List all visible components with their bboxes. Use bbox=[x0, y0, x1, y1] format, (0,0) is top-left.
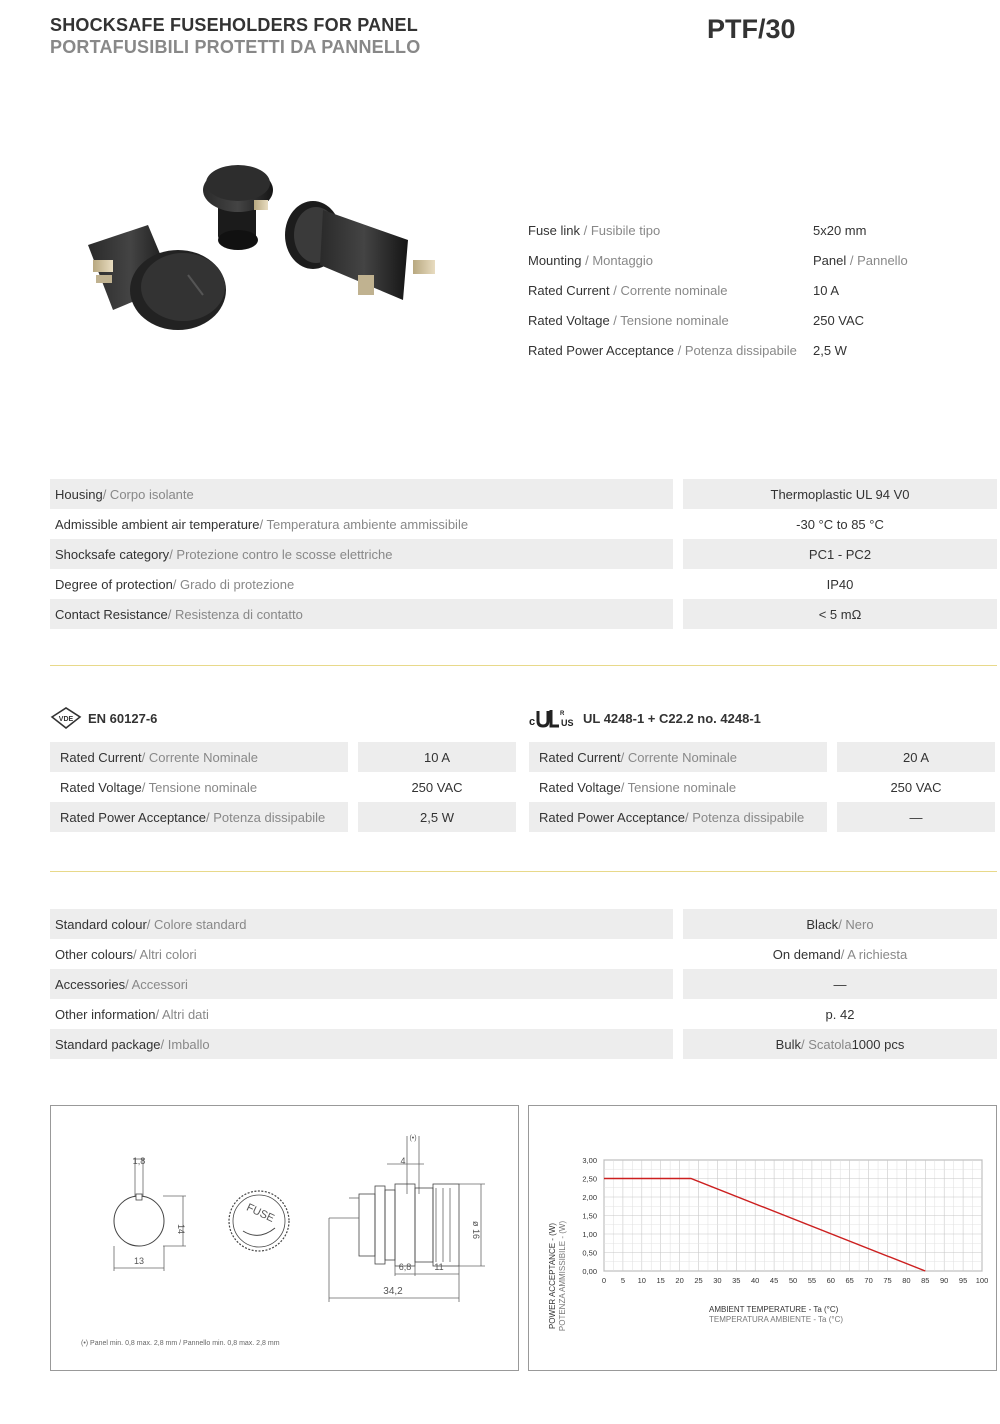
label-it: / Altri dati bbox=[155, 1006, 209, 1022]
label-en: Standard colour bbox=[55, 916, 147, 932]
table-row bbox=[50, 1029, 997, 1059]
cert-value: 250 VAC bbox=[411, 779, 463, 795]
cert-label bbox=[50, 802, 348, 832]
spec-row bbox=[528, 305, 908, 335]
chart-x-tick: 65 bbox=[845, 1276, 854, 1285]
svg-text:VDE: VDE bbox=[58, 716, 74, 723]
side-view-drawing bbox=[329, 1135, 485, 1302]
panel-cutout-drawing bbox=[114, 1156, 186, 1271]
chart-x-tick: 15 bbox=[656, 1276, 665, 1285]
value-it: / Scatola bbox=[800, 1036, 852, 1052]
chart-x-tick: 85 bbox=[921, 1276, 930, 1285]
chart-x-tick: 5 bbox=[620, 1276, 625, 1285]
chart-x-tick: 80 bbox=[902, 1276, 911, 1285]
spec-label-en: Rated Voltage bbox=[528, 312, 610, 328]
spec-value bbox=[813, 313, 864, 328]
spec-value bbox=[813, 283, 839, 298]
label-en: Rated Power Acceptance bbox=[539, 809, 685, 825]
spec-value-en: 10 A bbox=[813, 282, 840, 298]
title-it: PORTAFUSIBILI PROTETTI DA PANNELLO bbox=[50, 37, 421, 57]
general-table bbox=[50, 479, 997, 629]
spec-value-it: / Pannello bbox=[846, 252, 908, 268]
chart-y-tick: 2,50 bbox=[582, 1174, 597, 1184]
label-it: / Resistenza di contatto bbox=[167, 606, 303, 622]
chart-x-tick: 95 bbox=[958, 1276, 968, 1285]
chart-y-tick: 1,50 bbox=[582, 1211, 597, 1221]
chart-x-tick: 25 bbox=[694, 1276, 703, 1285]
spec-label-it: / Tensione nominale bbox=[609, 312, 729, 328]
spec-value-en: 5x20 mm bbox=[813, 222, 867, 238]
value-tail: 1000 pcs bbox=[851, 1036, 905, 1052]
title-en: SHOCKSAFE FUSEHOLDERS FOR PANEL bbox=[50, 15, 418, 35]
value-it: / Nero bbox=[838, 916, 874, 932]
label-en: Accessories bbox=[55, 976, 126, 992]
label-en: Shocksafe category bbox=[55, 546, 170, 562]
chart-x-tick: 35 bbox=[732, 1276, 741, 1285]
table-label bbox=[50, 969, 673, 999]
label-it: / Tensione nominale bbox=[620, 779, 737, 795]
spec-label-it: / Corrente nominale bbox=[609, 282, 728, 298]
dim-34-2: 34,2 bbox=[383, 1286, 403, 1297]
table-row bbox=[50, 509, 997, 539]
label-en: Rated Voltage bbox=[60, 779, 142, 795]
misc-table bbox=[50, 909, 997, 1059]
dim-4: 4 bbox=[400, 1156, 406, 1166]
value-en: PC1 - PC2 bbox=[808, 546, 872, 562]
spec-label-it: / Fusibile tipo bbox=[580, 222, 661, 238]
table-row bbox=[50, 569, 997, 599]
chart-x-tick: 45 bbox=[769, 1276, 779, 1285]
cert-row bbox=[50, 742, 516, 772]
table-value bbox=[683, 479, 997, 509]
svg-text:US: US bbox=[561, 718, 574, 728]
table-label bbox=[50, 1029, 673, 1059]
spec-value bbox=[813, 253, 908, 268]
table-row bbox=[50, 999, 997, 1029]
label-it: / Tensione nominale bbox=[141, 779, 258, 795]
cert-row bbox=[529, 802, 995, 832]
table-row bbox=[50, 909, 997, 939]
spec-label-en: Mounting bbox=[528, 252, 582, 268]
spec-label-en: Rated Current bbox=[528, 282, 610, 298]
dim-6-8: 6,8 bbox=[398, 1262, 412, 1272]
label-en: Degree of protection bbox=[55, 576, 173, 592]
cert-ul bbox=[529, 700, 995, 832]
fuse-text: FUSE bbox=[244, 1201, 277, 1225]
value-en: Thermoplastic UL 94 V0 bbox=[770, 486, 910, 502]
table-value bbox=[683, 599, 997, 629]
label-en: Rated Current bbox=[539, 749, 621, 765]
cert-label bbox=[529, 802, 827, 832]
cert-label bbox=[529, 772, 827, 802]
label-en: Other information bbox=[55, 1006, 156, 1022]
label-en: Admissible ambient air temperature bbox=[55, 516, 260, 532]
cert-label bbox=[529, 742, 827, 772]
spec-label bbox=[528, 313, 813, 328]
label-it: / Temperatura ambiente ammissibile bbox=[259, 516, 469, 532]
chart-x-tick: 40 bbox=[751, 1276, 760, 1285]
fuseholder-left-icon bbox=[88, 225, 226, 330]
chart-x-tick: 20 bbox=[675, 1276, 684, 1285]
table-value bbox=[683, 939, 997, 969]
chart-x-tick: 10 bbox=[637, 1276, 646, 1285]
vde-logo-icon bbox=[50, 707, 82, 729]
spec-value-en: 250 VAC bbox=[813, 312, 865, 328]
dim-14: 14 bbox=[176, 1224, 186, 1235]
table-label bbox=[50, 999, 673, 1029]
page-title bbox=[50, 14, 420, 58]
table-row bbox=[50, 599, 997, 629]
table-label bbox=[50, 599, 673, 629]
chart-y-tick: 1,00 bbox=[582, 1230, 597, 1239]
table-label bbox=[50, 569, 673, 599]
table-value bbox=[683, 1029, 997, 1059]
table-label bbox=[50, 509, 673, 539]
spec-label bbox=[528, 283, 813, 298]
label-it: / Corrente Nominale bbox=[141, 749, 258, 765]
svg-text:R: R bbox=[560, 711, 565, 717]
cert-row bbox=[50, 802, 516, 832]
value-en: — bbox=[833, 976, 847, 992]
cap-front-drawing bbox=[229, 1191, 289, 1251]
cert-vde bbox=[50, 700, 516, 832]
spec-label bbox=[528, 343, 813, 358]
cert-row bbox=[50, 772, 516, 802]
chart-x-tick: 75 bbox=[883, 1276, 892, 1285]
chart-x-tick: 100 bbox=[975, 1276, 989, 1285]
technical-drawing bbox=[50, 1105, 519, 1371]
cert-vde-standard: EN 60127-6 bbox=[88, 710, 158, 726]
value-en: p. 42 bbox=[825, 1006, 855, 1022]
dim-11: 11 bbox=[434, 1262, 444, 1272]
table-label bbox=[50, 909, 673, 939]
cert-value: — bbox=[837, 802, 995, 832]
spec-label-it: / Potenza dissipabile bbox=[673, 342, 797, 358]
chart-x-tick: 55 bbox=[807, 1276, 817, 1285]
table-row bbox=[50, 539, 997, 569]
model-code: PTF/30 bbox=[707, 14, 796, 44]
table-value bbox=[683, 509, 997, 539]
value-en: Bulk bbox=[775, 1036, 801, 1052]
chart-x-tick: 60 bbox=[826, 1276, 835, 1285]
chart-x-tick: 90 bbox=[940, 1276, 949, 1285]
cert-value: 250 VAC bbox=[890, 779, 942, 795]
chart-y-tick: 2,00 bbox=[582, 1193, 597, 1202]
label-it: / Grado di protezione bbox=[172, 576, 295, 592]
cert-label bbox=[50, 772, 348, 802]
cert-ul-header bbox=[529, 700, 995, 736]
table-row bbox=[50, 939, 997, 969]
cert-value: 10 A bbox=[358, 742, 516, 772]
label-it: / Colore standard bbox=[146, 916, 247, 932]
chart-ylabel-it: POTENZA AMMISSIBILE - (W) bbox=[558, 1220, 567, 1332]
table-label bbox=[50, 479, 673, 509]
spec-label bbox=[528, 223, 813, 238]
dim-13: 13 bbox=[133, 1256, 145, 1266]
spec-label-en: Fuse link bbox=[528, 222, 581, 238]
chart-xlabel-en: AMBIENT TEMPERATURE - Ta (°C) bbox=[709, 1305, 839, 1314]
cert-ul-standard: UL 4248-1 + C22.2 no. 4248-1 bbox=[583, 710, 761, 726]
cert-row bbox=[529, 742, 995, 772]
chart-x-tick: 30 bbox=[713, 1276, 722, 1285]
spec-row bbox=[528, 245, 908, 275]
dim-star: (•) bbox=[409, 1135, 417, 1142]
svg-text:c: c bbox=[529, 716, 536, 728]
label-it: / Accessori bbox=[125, 976, 188, 992]
fuse-cap-icon bbox=[203, 165, 273, 250]
value-en: < 5 mΩ bbox=[818, 606, 862, 622]
ul-logo-icon bbox=[529, 707, 577, 729]
label-en: Standard package bbox=[55, 1036, 161, 1052]
table-row bbox=[50, 969, 997, 999]
table-value bbox=[683, 539, 997, 569]
cert-label bbox=[50, 742, 348, 772]
label-en: Other colours bbox=[55, 946, 134, 962]
spec-value-en: 2,5 W bbox=[813, 342, 847, 358]
chart-ylabel-en: POWER ACCEPTANCE - (W) bbox=[548, 1222, 557, 1330]
chart-x-tick: 50 bbox=[788, 1276, 798, 1285]
chart-y-tick: 0,00 bbox=[582, 1267, 597, 1276]
value-en: IP40 bbox=[826, 576, 854, 592]
spec-row bbox=[528, 215, 908, 245]
chart-xlabel-it: TEMPERATURA AMBIENTE - Ta (°C) bbox=[709, 1315, 844, 1324]
value-en: Black bbox=[806, 916, 839, 932]
chart-y-tick: 0,50 bbox=[582, 1248, 597, 1258]
label-en: Contact Resistance bbox=[55, 606, 168, 622]
divider bbox=[50, 871, 997, 872]
table-value bbox=[683, 969, 997, 999]
label-en: Housing bbox=[55, 486, 103, 502]
product-photo bbox=[58, 95, 453, 395]
spec-row bbox=[528, 275, 908, 305]
table-value bbox=[683, 999, 997, 1029]
label-it: / Corrente Nominale bbox=[620, 749, 737, 765]
cert-vde-header bbox=[50, 700, 516, 736]
spec-value bbox=[813, 223, 866, 238]
spec-row bbox=[528, 335, 908, 365]
label-it: / Imballo bbox=[160, 1036, 210, 1052]
chart-x-tick: 70 bbox=[864, 1276, 873, 1285]
label-en: Rated Voltage bbox=[539, 779, 621, 795]
dim-d16: ø 16 bbox=[471, 1221, 481, 1240]
label-en: Rated Power Acceptance bbox=[60, 809, 206, 825]
chart-y-tick: 3,00 bbox=[582, 1156, 597, 1165]
dim-1-8: 1,8 bbox=[132, 1156, 146, 1166]
spec-label-it: / Montaggio bbox=[581, 252, 654, 268]
label-it: / Protezione contro le scosse elettriche bbox=[169, 546, 393, 562]
label-en: Rated Current bbox=[60, 749, 142, 765]
table-label bbox=[50, 539, 673, 569]
chart-x-tick: 0 bbox=[601, 1276, 607, 1285]
spec-label bbox=[528, 253, 813, 268]
table-label bbox=[50, 939, 673, 969]
cert-row bbox=[529, 772, 995, 802]
label-it: / Potenza dissipabile bbox=[205, 809, 326, 825]
spec-label-en: Rated Power Acceptance bbox=[528, 342, 674, 358]
spec-value-en: Panel bbox=[813, 252, 847, 268]
value-en: On demand bbox=[772, 946, 841, 962]
divider bbox=[50, 665, 997, 666]
top-specs bbox=[528, 215, 908, 365]
table-row bbox=[50, 479, 997, 509]
spec-value bbox=[813, 343, 847, 358]
label-it: / Potenza dissipabile bbox=[684, 809, 805, 825]
cert-value: 2,5 W bbox=[358, 802, 516, 832]
table-value bbox=[683, 909, 997, 939]
fuseholder-right-icon bbox=[285, 201, 435, 300]
value-en: -30 °C to 85 °C bbox=[796, 516, 884, 532]
label-it: / Corpo isolante bbox=[102, 486, 194, 502]
table-value bbox=[683, 569, 997, 599]
derating-chart bbox=[528, 1105, 997, 1371]
cert-value: 20 A bbox=[837, 742, 995, 772]
value-it: / A richiesta bbox=[840, 946, 908, 962]
drawing-footnote: (•) Panel min. 0,8 max. 2,8 mm / Pannello min. 0,8 max. 2,8 mm bbox=[81, 1340, 280, 1347]
label-it: / Altri colori bbox=[133, 946, 197, 962]
